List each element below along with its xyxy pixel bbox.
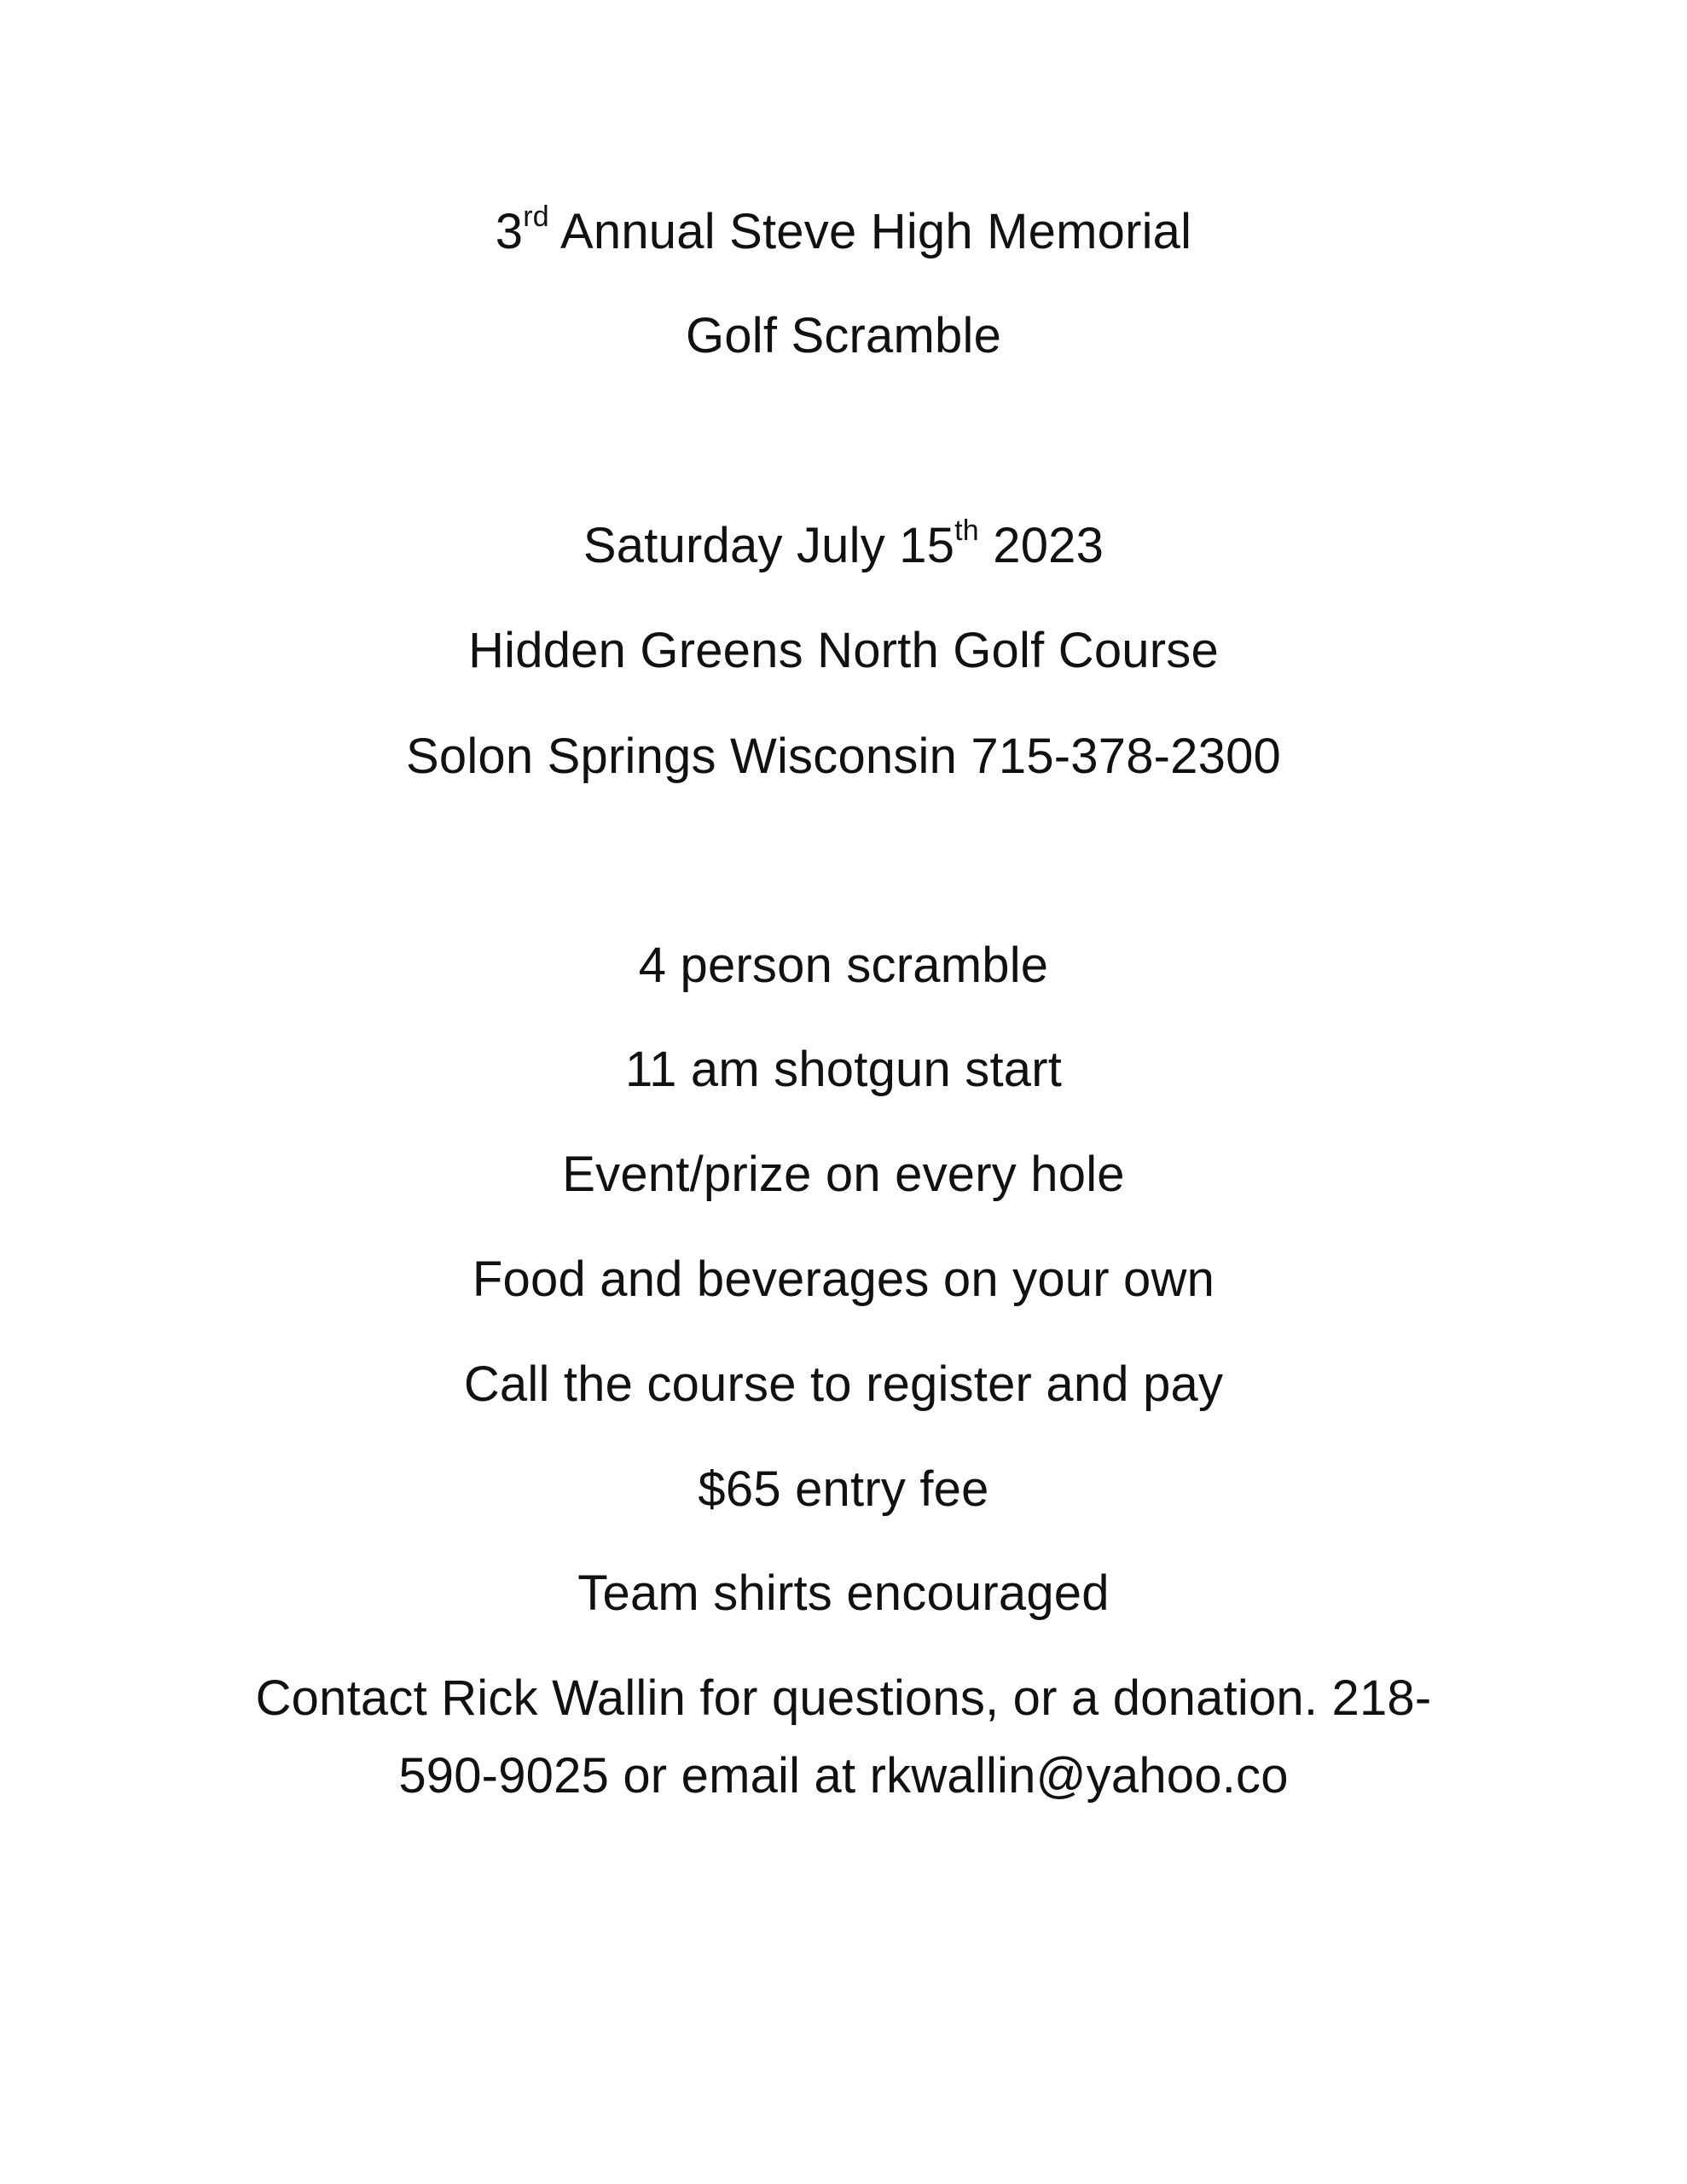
detail-format: 4 person scramble xyxy=(638,938,1049,993)
venue-location: Solon Springs Wisconsin 715-378-2300 xyxy=(405,729,1282,784)
detail-entry-fee: $65 entry fee xyxy=(698,1461,989,1517)
event-title-line2: Golf Scramble xyxy=(685,308,1002,363)
venue-name: Hidden Greens North Golf Course xyxy=(468,623,1219,678)
detail-prizes: Event/prize on every hole xyxy=(562,1147,1125,1202)
event-title-line1 xyxy=(0,201,1687,263)
title-text: Annual Steve High Memorial xyxy=(548,204,1192,259)
detail-start-time: 11 am shotgun start xyxy=(624,1042,1063,1097)
date-ordinal-suffix: th xyxy=(954,514,979,547)
contact-line1: Contact Rick Wallin for questions, or a donation. 218- xyxy=(255,1670,1432,1726)
title-ordinal-number: 3 xyxy=(495,204,524,259)
detail-food: Food and beverages on your own xyxy=(472,1252,1215,1307)
date-main: Saturday July 15 xyxy=(583,518,955,573)
event-date xyxy=(0,515,1687,577)
contact-line2: 590-9025 or email at rkwallin@yahoo.co xyxy=(398,1748,1289,1804)
detail-registration: Call the course to register and pay xyxy=(463,1356,1224,1412)
detail-team-shirts: Team shirts encouraged xyxy=(577,1565,1110,1621)
date-year: 2023 xyxy=(978,518,1104,573)
title-ordinal-suffix: rd xyxy=(523,200,549,233)
